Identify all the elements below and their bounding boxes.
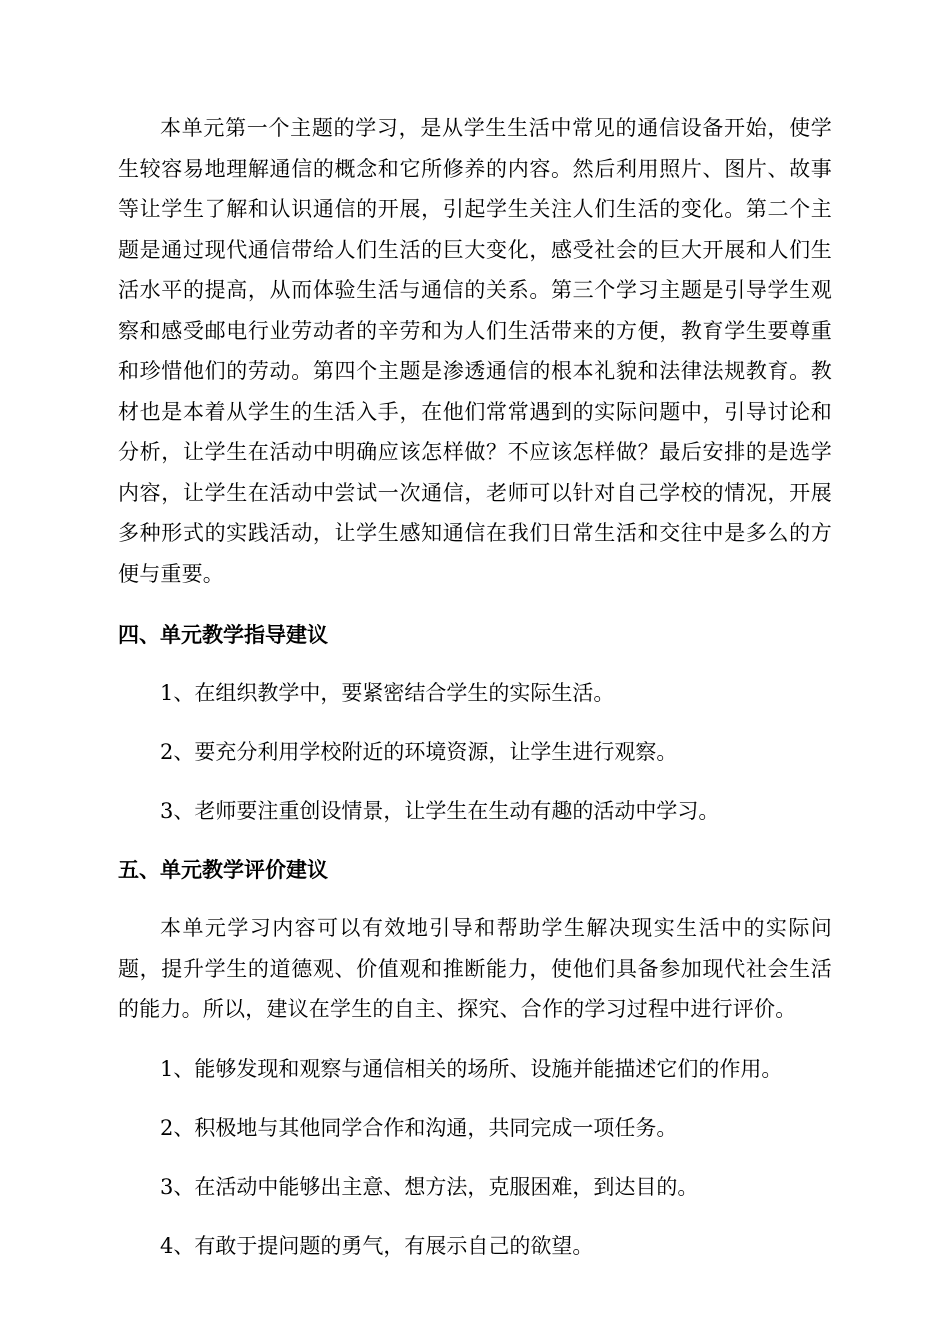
section-4-heading: 四、单元教学指导建议 [118, 623, 328, 647]
section-5-item-3: 3、在活动中能够出主意、想方法，克服困难，到达目的。 [160, 1174, 699, 1199]
section-5-item-1: 1、能够发现和观察与通信相关的场所、设施并能描述它们的作用。 [160, 1056, 783, 1081]
section-5-item-4: 4、有敢于提问题的勇气，有展示自己的欲望。 [160, 1233, 594, 1258]
section-4-item-1: 1、在组织教学中，要紧密结合学生的实际生活。 [160, 681, 615, 705]
intro-paragraph: 本单元第一个主题的学习，是从学生生活中常见的通信设备开始，使学生较容易地理解通信的概念和它所修养的内容。然后利用照片、图片、故事等让学生了解和认识通信的开展，引起学生关注人们生活的变化。第二个主题是通过现代通信带给人们生活的巨大变化，感受社会的巨大开展和人们生活水平的提高，从而体验生活与通信的关系。第三个学习主题是引导学生观察和感受邮电行业劳动者的辛劳和为人们生活带来的方便，教育学生要尊重和珍惜他们的劳动。第四个主题是渗透通信的根本礼貌和法律法规教育。教材也是本着从学生的生活入手，在他们常常遇到的实际问题中，引导讨论和分析，让学生在活动中明确应该怎样做？不应该怎样做？最后安排的是选学内容，让学生在活动中尝试一次通信，老师可以针对自己学校的情况，开展多种形式的实践活动，让学生感知通信在我们日常生活和交往中是多么的方便与重要。 [118, 116, 832, 586]
section-4-item-2: 2、要充分利用学校附近的环境资源，让学生进行观察。 [160, 740, 678, 764]
section-5-heading: 五、单元教学评价建议 [118, 858, 328, 882]
document-page [118, 108, 832, 1266]
section-4-item-3: 3、老师要注重创设情景，让学生在生动有趣的活动中学习。 [160, 799, 720, 823]
section-5-item-2: 2、积极地与其他同学合作和沟通，共同完成一项任务。 [160, 1115, 678, 1140]
section-5-paragraph: 本单元学习内容可以有效地引导和帮助学生解决现实生活中的实际问题，提升学生的道德观、价值观和推断能力，使他们具备参加现代社会生活的能力。所以，建议在学生的自主、探究、合作的学习过程中进行评价。 [118, 916, 832, 1021]
